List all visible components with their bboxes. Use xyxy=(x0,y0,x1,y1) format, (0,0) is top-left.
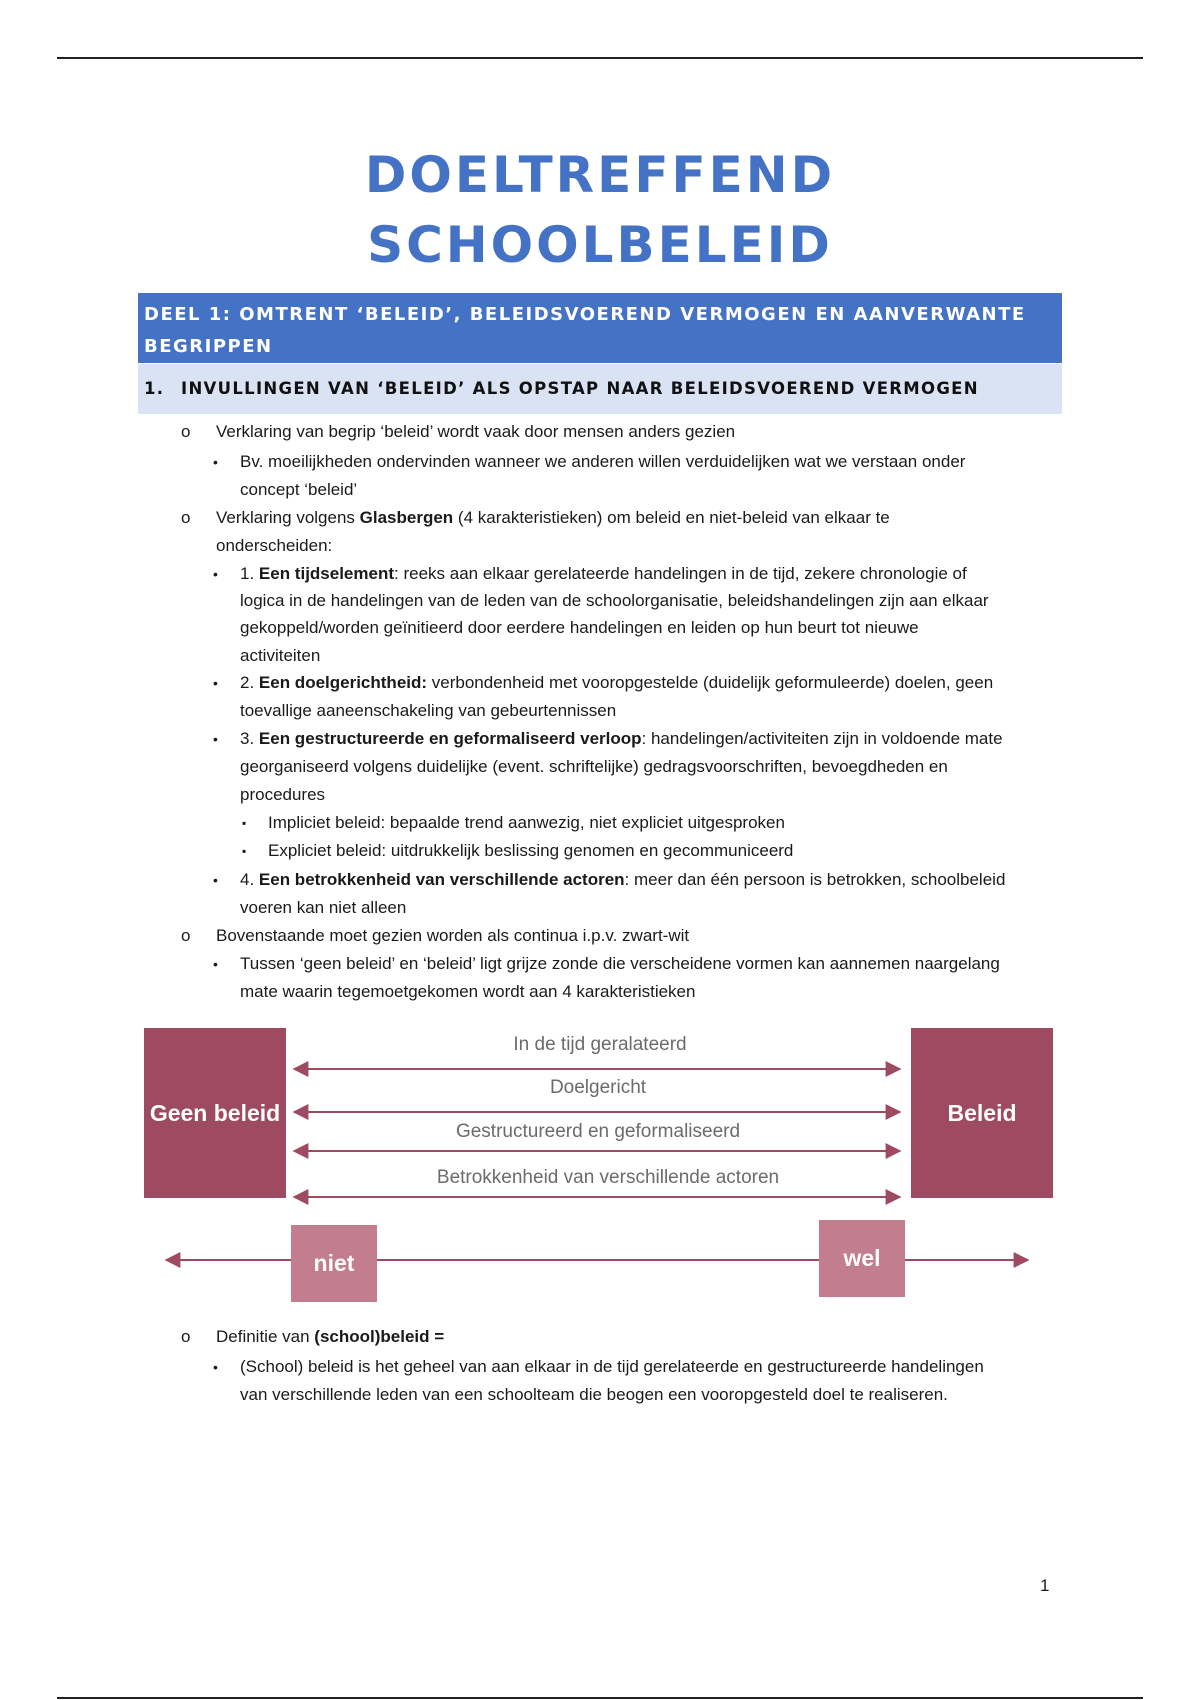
list-item-continuation: logica in de handelingen van de leden van de schoolorganisatie, beleidshandelingen zijn aan elkaar xyxy=(240,591,989,610)
list-marker-circle: o xyxy=(181,926,191,945)
list-item: (School) beleid is het geheel van aan elkaar in de tijd gerelateerde en gestructureerde handelingen xyxy=(240,1357,984,1376)
list-marker-bullet: • xyxy=(213,454,218,470)
arrow-label: In de tijd geralateerd xyxy=(513,1034,687,1055)
list-item-continuation: mate waarin tegemoetgekomen wordt aan 4 karakteristieken xyxy=(240,982,696,1001)
list-marker-circle: o xyxy=(181,422,191,441)
list-item: 2. Een doelgerichtheid: verbondenheid met vooropgestelde (duidelijk geformuleerde) doelen, geen xyxy=(240,673,994,692)
list-item-continuation: onderscheiden: xyxy=(216,536,333,555)
list-item: 1. Een tijdselement: reeks aan elkaar gerelateerde handelingen in de tijd, zekere chronologie of xyxy=(240,564,967,583)
page-number: 1 xyxy=(1040,1576,1050,1595)
header-rule xyxy=(57,57,1143,59)
footer-rule xyxy=(57,1697,1143,1699)
list-marker-bullet: • xyxy=(213,731,218,747)
list-marker-bullet: • xyxy=(213,1359,218,1375)
chapter-title: INVULLINGEN VAN ‘BELEID’ ALS OPSTAP NAAR BELEIDSVOEREND VERMOGEN xyxy=(181,379,979,398)
arrow-label: Doelgericht xyxy=(549,1077,647,1098)
list-item-continuation: gekoppeld/worden geïnitieerd door eerdere handelingen en leiden op hun beurt tot nieuwe xyxy=(240,618,919,637)
chapter-heading xyxy=(138,364,1062,414)
arrow-label: Betrokkenheid van verschillende actoren xyxy=(436,1167,780,1188)
beleid-continuum-diagram xyxy=(130,1020,1070,1310)
list-item: Tussen ‘geen beleid’ en ‘beleid’ ligt grijze zonde die verscheidene vormen kan aannemen naargelang xyxy=(240,954,1000,973)
list-item-continuation: voeren kan niet alleen xyxy=(240,898,407,917)
list-marker-circle: o xyxy=(181,1327,191,1346)
list-marker-square: ▪ xyxy=(242,844,247,858)
list-item: Impliciet beleid: bepaalde trend aanwezig, niet expliciet uitgesproken xyxy=(268,813,785,832)
list-marker-bullet: • xyxy=(213,956,218,972)
list-item-continuation: georganiseerd volgens duidelijke (event. schriftelijke) gedragsvoorschriften, bevoegdheden en xyxy=(240,757,948,776)
chapter-number: 1. xyxy=(144,379,165,398)
list-item: 4. Een betrokkenheid van verschillende actoren: meer dan één persoon is betrokken, schoolbeleid xyxy=(240,870,1006,889)
list-item-continuation: toevallige aaneenschakeling van gebeurtennissen xyxy=(240,701,617,720)
list-item: Verklaring van begrip ‘beleid’ wordt vaak door mensen anders gezien xyxy=(216,422,736,441)
part-heading: DEEL 1: OMTRENT ‘BELEID’, BELEIDSVOEREND VERMOGEN EN AANVERWANTE BEGRIPPEN xyxy=(138,293,1062,363)
list-item: Bv. moeilijkheden ondervinden wanneer we anderen willen verduidelijken wat we verstaan onder xyxy=(240,452,966,471)
list-marker-circle: o xyxy=(181,508,191,527)
list-item-continuation: activiteiten xyxy=(240,646,321,665)
list-marker-square: ▪ xyxy=(242,816,247,830)
geen-beleid-box: Geen beleid xyxy=(144,1028,286,1198)
document-title xyxy=(0,140,1200,280)
list-marker-bullet: • xyxy=(213,675,218,691)
wel-box: wel xyxy=(819,1220,905,1297)
list-item-continuation: procedures xyxy=(240,785,326,804)
arrow-label: Gestructureerd en geformaliseerd xyxy=(455,1121,741,1142)
list-item-continuation: van verschillende leden van een schoolteam die beogen een vooropgesteld doel te realiseren. xyxy=(240,1385,948,1404)
diagram-arrows xyxy=(130,1020,1070,1310)
title-line-1: DOELTREFFEND xyxy=(364,146,836,204)
beleid-box: Beleid xyxy=(911,1028,1053,1198)
list-marker-bullet: • xyxy=(213,872,218,888)
niet-box: niet xyxy=(291,1225,377,1302)
list-item: Bovenstaande moet gezien worden als continua i.p.v. zwart-wit xyxy=(216,926,690,945)
list-item-continuation: concept ‘beleid’ xyxy=(240,480,358,499)
list-item: Expliciet beleid: uitdrukkelijk beslissing genomen en gecommuniceerd xyxy=(268,841,794,860)
title-line-2: SCHOOLBELEID xyxy=(367,216,833,274)
list-item: Verklaring volgens Glasbergen (4 karakteristieken) om beleid en niet-beleid van elkaar te xyxy=(216,508,890,527)
list-item: 3. Een gestructureerde en geformaliseerd verloop: handelingen/activiteiten zijn in voldoende mate xyxy=(240,729,1003,748)
list-item: Definitie van (school)beleid = xyxy=(216,1327,445,1346)
list-marker-bullet: • xyxy=(213,566,218,582)
